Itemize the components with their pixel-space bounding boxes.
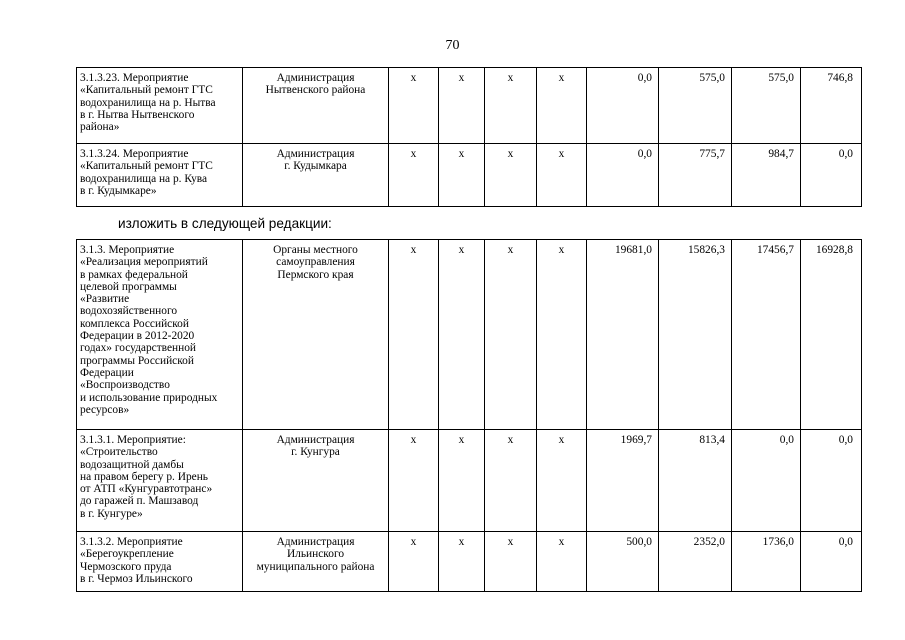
- table-row: [77, 68, 862, 144]
- amount-cell: 984,7: [732, 144, 801, 207]
- measure-name: 3.1.3.23. Мероприятие «Капитальный ремонт ГТС водохранилища на р. Нытва в г. Нытва Нытвенского района»: [77, 68, 243, 144]
- value-x: х: [485, 68, 537, 144]
- amount-cell: 19681,0: [587, 240, 659, 430]
- amount-cell: 500,0: [587, 532, 659, 592]
- amount-cell: 2352,0: [659, 532, 732, 592]
- amount-cell: 0,0: [732, 430, 801, 532]
- value-x: х: [389, 68, 439, 144]
- value-x: х: [439, 240, 485, 430]
- value-x: х: [537, 240, 587, 430]
- value-x: х: [389, 532, 439, 592]
- executor: Администрация Ильинского муниципального района: [243, 532, 389, 592]
- measure-name: 3.1.3.24. Мероприятие «Капитальный ремонт ГТС водохранилища на р. Кува в г. Кудымкаре»: [77, 144, 243, 207]
- amount-cell: 1969,7: [587, 430, 659, 532]
- value-x: х: [485, 430, 537, 532]
- value-x: х: [485, 240, 537, 430]
- program-table-old: [76, 67, 862, 207]
- value-x: х: [537, 430, 587, 532]
- amount-cell: 0,0: [801, 430, 862, 532]
- measure-name: 3.1.3.1. Мероприятие: «Строительство водозащитной дамбы на правом берегу р. Ирень от АТП «Кунгуравтотранс» до гаражей п. Машзавод в г. Кунгуре»: [77, 430, 243, 532]
- measure-name: 3.1.3. Мероприятие «Реализация мероприятий в рамках федеральной целевой программы «Развитие водохозяйственного комплекса Российской Федерации в 2012-2020 годах» государственной программы Российской Федерации «Воспроизводство и использование природных ресурсов»: [77, 240, 243, 430]
- value-x: х: [439, 430, 485, 532]
- value-x: х: [485, 144, 537, 207]
- amount-cell: 17456,7: [732, 240, 801, 430]
- executor: Администрация г. Кудымкара: [243, 144, 389, 207]
- amount-cell: 0,0: [801, 532, 862, 592]
- amount-cell: 0,0: [587, 68, 659, 144]
- table-row: [77, 430, 862, 532]
- amount-cell: 1736,0: [732, 532, 801, 592]
- executor: Администрация г. Кунгура: [243, 430, 389, 532]
- amount-cell: 0,0: [587, 144, 659, 207]
- value-x: х: [537, 144, 587, 207]
- value-x: х: [439, 144, 485, 207]
- page-number: 70: [445, 38, 460, 53]
- table-row: [77, 532, 862, 592]
- value-x: х: [439, 532, 485, 592]
- executor: Органы местного самоуправления Пермского края: [243, 240, 389, 430]
- value-x: х: [389, 240, 439, 430]
- executor: Администрация Нытвенского района: [243, 68, 389, 144]
- amount-cell: 15826,3: [659, 240, 732, 430]
- amount-cell: 0,0: [801, 144, 862, 207]
- amount-cell: 775,7: [659, 144, 732, 207]
- value-x: х: [439, 68, 485, 144]
- intro-text: изложить в следующей редакции:: [118, 216, 332, 231]
- value-x: х: [389, 430, 439, 532]
- value-x: х: [389, 144, 439, 207]
- table-row: [77, 144, 862, 207]
- value-x: х: [485, 532, 537, 592]
- amount-cell: 813,4: [659, 430, 732, 532]
- amount-cell: 16928,8: [801, 240, 862, 430]
- program-table-new: [76, 239, 862, 592]
- measure-name: 3.1.3.2. Мероприятие «Берегоукрепление Чермозского пруда в г. Чермоз Ильинского: [77, 532, 243, 592]
- value-x: х: [537, 68, 587, 144]
- amount-cell: 746,8: [801, 68, 862, 144]
- amount-cell: 575,0: [732, 68, 801, 144]
- table-row: [77, 240, 862, 430]
- amount-cell: 575,0: [659, 68, 732, 144]
- value-x: х: [537, 532, 587, 592]
